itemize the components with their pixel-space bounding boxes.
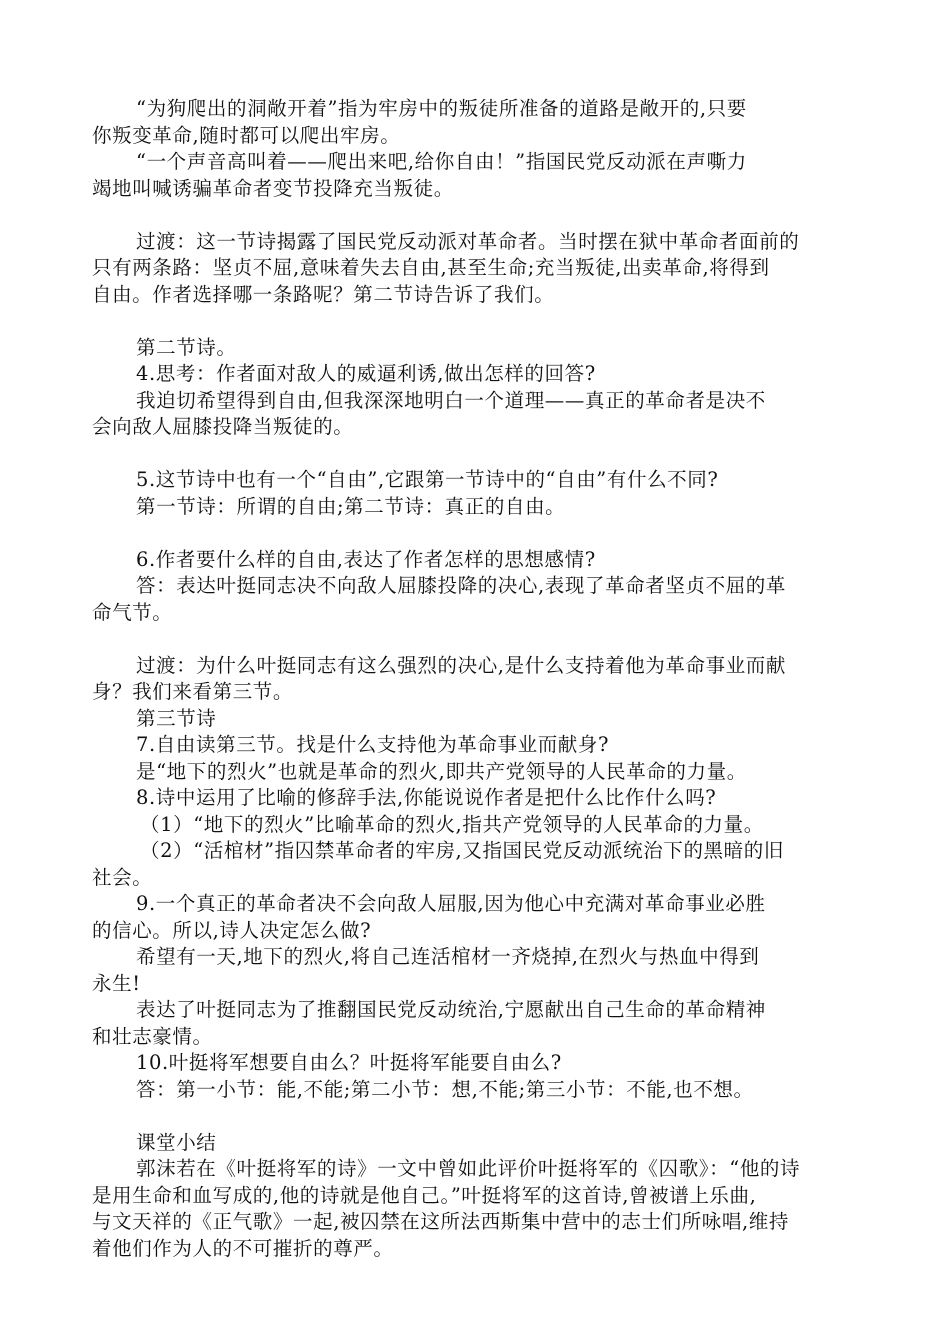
answer-line: 命气节。	[92, 600, 173, 624]
answer-line: 表达了叶挺同志为了推翻国民党反动统治,宁愿献出自己生命的革命精神	[136, 998, 766, 1021]
answer-line: 永生!	[92, 971, 141, 995]
section-title: 第三节诗	[136, 706, 217, 730]
question-line: 5.这节诗中也有一个“自由”,它跟第一节诗中的“自由”有什么不同?	[136, 468, 719, 491]
document-page	[92, 96, 862, 1262]
answer-line: 和壮志豪情。	[92, 1024, 213, 1048]
question-line: 9.一个真正的革命者决不会向敌人屈服,因为他心中充满对革命事业必胜	[136, 892, 766, 915]
paragraph-line: “一个声音高叫着——爬出来吧,给你自由！”指国民党反动派在声嘶力	[136, 150, 747, 173]
paragraph-line: 竭地叫喊诱骗革命者变节投降充当叛徒。	[92, 176, 454, 200]
answer-line: 答：第一小节：能,不能;第二小节：想,不能;第三小节：不能,也不想。	[136, 1077, 754, 1101]
blank-line	[92, 626, 862, 653]
answer-line: 社会。	[92, 865, 153, 889]
transition-line: 只有两条路：坚贞不屈,意味着失去自由,甚至生命;充当叛徒,出卖革命,将得到	[92, 256, 770, 279]
summary-line: 是用生命和血写成的,他的诗就是他自己。”叶挺将军的这首诗,曾被谱上乐曲,	[92, 1183, 757, 1207]
answer-line: （2）“活棺材”指囚禁革命者的牢房,又指国民党反动派统治下的黑暗的旧	[140, 839, 784, 862]
answer-line: 希望有一天,地下的烈火,将自己连活棺材一齐烧掉,在烈火与热血中得到	[136, 945, 760, 968]
section-title: 课堂小结	[136, 1130, 217, 1154]
paragraph-line: 你叛变革命,随时都可以爬出牢房。	[92, 123, 401, 147]
transition-line: 身？我们来看第三节。	[92, 680, 294, 703]
answer-line: 第一节诗：所谓的自由;第二节诗：真正的自由。	[136, 494, 566, 518]
question-line: 8.诗中运用了比喻的修辞手法,你能说说作者是把什么比作什么吗?	[136, 786, 717, 809]
transition-line: 过渡：为什么叶挺同志有这么强烈的决心,是什么支持着他为革命事业而献	[136, 653, 786, 677]
answer-line: 答：表达叶挺同志决不向敌人屈膝投降的决心,表现了革命者坚贞不屈的革	[136, 574, 786, 597]
question-line: 的信心。所以,诗人决定怎么做?	[92, 918, 372, 942]
summary-line: 着他们作为人的不可摧折的尊严。	[92, 1236, 394, 1260]
blank-line	[92, 202, 862, 229]
answer-line: 我迫切希望得到自由,但我深深地明白一个道理——真正的革命者是决不	[136, 388, 766, 412]
transition-line: 自由。作者选择哪一条路呢？第二节诗告诉了我们。	[92, 282, 555, 306]
answer-line: 会向敌人屈膝投降当叛徒的。	[92, 415, 354, 438]
answer-line: 是“地下的烈火”也就是革命的烈火,即共产党领导的人民革命的力量。	[136, 759, 747, 783]
blank-line	[92, 308, 862, 335]
blank-line	[92, 1103, 862, 1130]
section-title: 第二节诗。	[136, 335, 237, 359]
question-line: 10.叶挺将军想要自由么？叶挺将军能要自由么?	[136, 1051, 562, 1074]
blank-line	[92, 441, 862, 468]
summary-line: 与文天祥的《正气歌》一起,被囚禁在这所法西斯集中营中的志士们所咏唱,维持	[92, 1210, 789, 1233]
transition-line: 过渡：这一节诗揭露了国民党反动派对革命者。当时摆在狱中革命者面前的	[136, 229, 800, 253]
answer-line: （1）“地下的烈火”比喻革命的烈火,指共产党领导的人民革命的力量。	[140, 812, 764, 836]
question-line: 4.思考：作者面对敌人的威逼利诱,做出怎样的回答?	[136, 362, 596, 385]
question-line: 6.作者要什么样的自由,表达了作者怎样的思想感情?	[136, 547, 596, 571]
paragraph-line: “为狗爬出的洞敞开着”指为牢房中的叛徒所准备的道路是敞开的,只要	[136, 97, 747, 120]
blank-line	[92, 520, 862, 547]
summary-line: 郭沫若在《叶挺将军的诗》一文中曾如此评价叶挺将军的《囚歌》：“他的诗	[136, 1157, 801, 1180]
question-line: 7.自由读第三节。找是什么支持他为革命事业而献身?	[136, 733, 610, 756]
